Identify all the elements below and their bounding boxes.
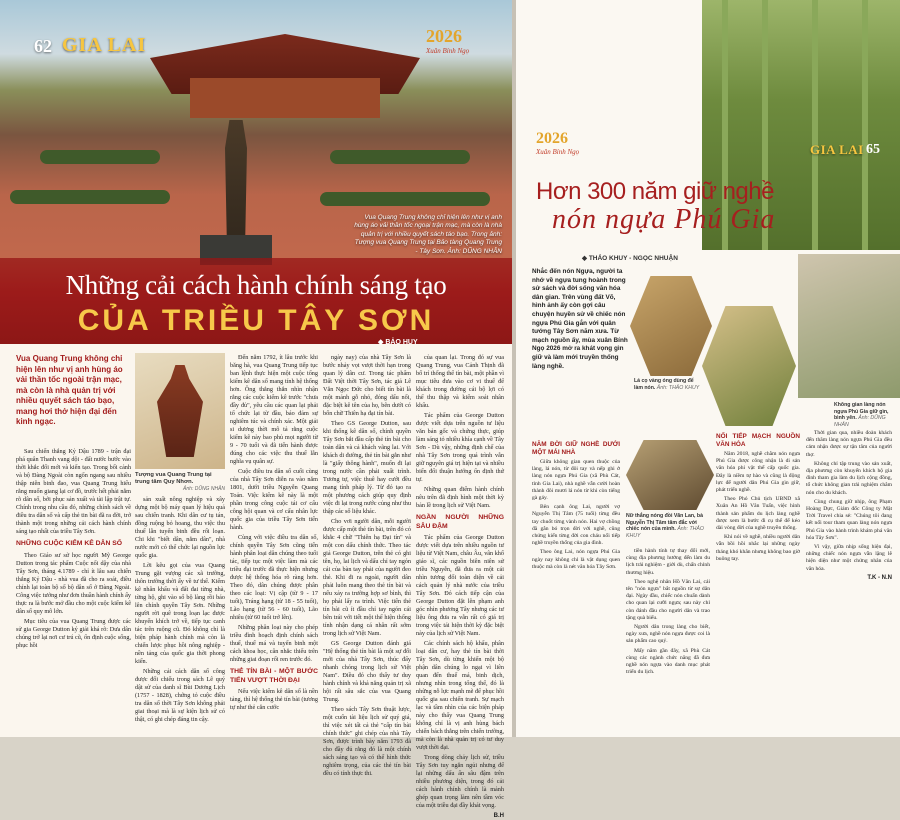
caption-text: Lá cọ vàng óng dùng để làm nón. <box>634 378 694 391</box>
subhead: THẺ TÍN BÀI - MỘT BƯỚC TIẾN VƯỢT THỜI ĐẠI <box>230 668 318 684</box>
paragraph: Lời kêu gọi của vua Quang Trung gặt vượng các xã trường, thôn trường thời ấy về tư thế. Kiểm kê nhân khẩu và đất đai từng nhà, từng hộ, ghi vào sổ bộ làng rồi báo lên chính quyền Tây Sơn. Những người rời quê trong loạn lạc được khuyến khích trở về, tiếp tục canh tác trên ruộng cũ. Đó không chỉ là biện pháp hành chính mà còn là chiến lược phục hồi nông nghiệp - nền tảng của quốc gia thời phong kiến. <box>135 562 225 665</box>
column-4 <box>806 430 892 582</box>
article-title: Những cải cách hành chính sáng tạo <box>65 270 447 300</box>
article-title-highlight: CỦA TRIỀU TÂY SƠN <box>77 304 435 337</box>
paragraph: ngày nay) của nhà Tây Sơn là bước nhảy vọt vượt thời hạn trong quan lý dân cư. Trong tác phẩm Đất Việt thời Tây Sơn, tác giả Lê Văn Ngọc Đức cho biết tín bài là một mảnh gỗ nhỏ, đóng dấu nối, đặc biệt kê tên của họ, bên dưới có bốn chữ Thiên hạ đại tín bài. <box>323 354 411 417</box>
paragraph: của quan lại. Trong đó sự vua Quang Trung, vua Cảnh Thịnh đã bố trí thống thể tín bài, một phần vì mục tiêu đưa vào cơ vi thuế để khách trong đường cái bộ lợi có thể thu thập và kiểm soát nhân khẩu. <box>416 354 504 409</box>
photo-caption <box>626 513 708 539</box>
caption-text: Không gian làng nón ngựa Phú Gia giữ gìn, bình yên. <box>834 402 889 421</box>
byline-text: BẢO HUY <box>385 339 418 346</box>
hedge <box>330 150 470 164</box>
logo-2026 <box>426 26 469 55</box>
paragraph: Các chính sách hộ khẩu, phân loại dân cư, hay thẻ tín bài thời Tây Sơn, dù từng khiến một bộ phận dân chúng lo ngại vì liên quan đến thuế má, binh dịch, nhưng nhìn trong tổng thể, đó là những nỗ lực mạnh mẽ để phục hồi quốc gia sau chiến tranh. Sự mạch lạc và tầm nhìn của các biện pháp này cho thấy vua Quang Trung không chỉ là vị anh hùng bách chiến bách thắng trên chiến trường, mà còn là nhà quản trị có tư duy vượt thời đại. <box>416 640 504 751</box>
article-title: Hơn 300 năm giữ nghề <box>536 178 774 205</box>
article-title-script: nón ngựa Phú Gia <box>552 204 776 235</box>
paragraph: Sau chiến thắng Kỷ Dậu 1789 - trận đại phá quân Thanh vang dội - đất nước bước vào thời khắc đối mới và kiến tạo. Trong bối cảnh và bộ Đàng Ngoài còn ngổn ngang sau nhiều thập niên binh đao, vua Quang Trung hiểu rằng muốn giang lại cơ đồ, trước hết phải nắm rõ dân số, bởi phục sản xuất và tài lập trật tự. Chính trong nhu cầu đó, những chính sách về điều tra dân số và cấp thẻ tin bài đã ra đời, trở thành một trong những cải cách hành chính sáng tạo nhất của triều Tây Sơn. <box>16 448 131 535</box>
column-1 <box>16 448 131 652</box>
logo-2026 <box>536 130 579 156</box>
portrait-credit: Ảnh: DŨNG NHÂN <box>183 486 225 492</box>
paragraph: Người dân trong làng cho biết, ngày xưa, nghề nón ngựa được coi là sản phẩm cao quý. <box>626 624 710 645</box>
paragraph: Cùng chung giữ nhịp, ông Phạm Hoàng Dực, Giám đốc Công ty Mặt Trời Travel chia sẻ: "Chúng tôi đang kết nối tour tham quan làng nón ngựa Phú Gia vào hành trình khám phá văn hóa Tây Sơn". <box>806 498 892 541</box>
article-sapo: Vua Quang Trung không chỉ hiện lên như vị anh hùng áo vải thần tốc ngoài trận mạc, mà còn là nhà quản trị với nhiều quyết sách táo bạo, mang hơi thở hiện đại đến kinh ngạc. <box>16 354 123 426</box>
hedge <box>10 190 170 204</box>
paragraph: Mấy năm gần đây, xã Phù Cát cùng các ngành chức năng đã đưa nghề nón ngựa vào danh mục phát triển du lịch. <box>626 647 710 676</box>
hero-caption: Vua Quang Trung không chỉ hiện lên như vị anh hùng áo vải thần tốc ngoại trận mạc, mà còn là nhà quản trị với nhiều quyết sách táo bạo. Trong ảnh: Tượng vua Quang Trung tại Bảo tàng Quang Trung - Tây Sơn. Ảnh: DŨNG NHÂN <box>354 214 502 255</box>
paragraph: Theo GS George Dutton, sau khi thống kê dân số, chính quyền Tây Sơn bắt đầu cấp thẻ tín bài cho toàn dân và cả khách vãng lai. Với khách di đường, thẻ tín bài gắn như là "giấy thông hành", muốn đi lại trong nước cần phải xuất trình. Tương tự, việc thuê hay cưới đều mang tính pháp lý. Từ đó tạo ra một phương cách giúp quy định việc đi lại trong nước củng như thu thập các số liệu khác. <box>323 420 411 515</box>
paragraph: Những quan điểm hành chính nêu trên đã định hình một thời kỳ bản lề trong lịch sử Việt Nam. <box>416 486 504 509</box>
byline: ◆ THẢO KHUY - NGỌC NHUẬN <box>582 255 678 262</box>
paragraph: tiền hành tính tự thay đổi mới, cùng địa phương hướng đến làm du lịch trải nghiệm - giới dù, chấn chỉnh thương hiệu. <box>626 548 710 576</box>
paragraph: Cho vơi người dân, mỗi người được cấp một thẻ tín bài, trên đó có khắc 4 chữ "Thiên hạ Đại tín" và một con dấu chính thức. Theo tác giả George Dutton, trên thẻ có ghi tên, họ, lai lịch và dấu chỉ tay ngón cái của bàn tay phải của người đeo thẻ. Khi đi ra ngoài, người dân phải luôn mang theo thẻ tín bài và nếu xảy ra trường hợp sơ bình, thì họ phải lấy ra trình. Việc tiến thẻ tín bài cũ ít đầu chỉ tay ngón cái bên trái với tiết một thể hiện thống tính nhận dạng cá nhân rất sớm trong lịch sử Việt Nam. <box>323 518 411 637</box>
artisan-photo <box>626 440 714 510</box>
paragraph: sản xuất nông nghiệp và xây dựng một bộ máy quan lý hiệu quả sau chiến tranh. Khi dân cư tụ tán, đồng ruộng bỏ hoang, thu việc thu thuế lẫn tuyển binh đều rối loạn. Chi khi "biết dân, nắm dân", nhà nước mới có thể chức lại nguồn lực quốc gia. <box>135 496 225 559</box>
paragraph: Theo sách Tây Sơn thuật lược, một cuốn tài liệu lịch sử quý giá, thì việc xét tất cả thẻ "cấp tín bài chính thức" ghi chép của nhà Tây Sơn, được trình bày năm 1793 đã cho đầy đủ rằng đó là một chính sách sáng tạo và có thể hình thức nghiêm trọng, của các thẻ tín bài đều có tính thực thi. <box>323 706 411 777</box>
paragraph: Không chỉ tập trung vào sản xuất, địa phương còn khuyến khích hộ gia đình tham gia làm du lịch cộng đồng, tổ chức không gian trải nghiệm chằm nón cho du khách. <box>806 460 892 496</box>
hero-photo <box>0 0 512 300</box>
subhead: NĂM ĐỜI GIỮ NGHỀ DƯỚI MỘT MÁI NHÀ <box>532 441 620 456</box>
subhead: NGẦN NGƯỜI NHỮNG SÂU ĐẬM <box>416 514 504 530</box>
hat-weaving-photo <box>702 306 796 426</box>
hedge <box>40 150 160 164</box>
portrait-photo <box>135 353 225 469</box>
column-1 <box>532 438 620 573</box>
subhead: NHỮNG CUỘC KIỂM KÊ DÂN SỐ <box>16 540 123 547</box>
paragraph: Vì vậy, giữa nhịp sống hiện đại, những chiếc nón ngựa vẫn lặng lẽ hiện diện như một chứng nhân của văn hóa. <box>806 544 892 572</box>
paragraph: Giữa không gian quen thuộc của làng, lá nón, từ đôi tay và nếp ghi ở làng nón ngựa Phú Gia (xã Phù Cát, tỉnh Gia Lai), nhà nghề vẫn cười hoàn thành đôi mươi lá nón từ khi còn tiếng gà gáy. <box>532 459 620 502</box>
article-sapo: Nhắc đến nón Ngựa, người ta nhớ về ngựa tung hoành trong sử sách và đời sống văn hóa dân gian. Trên vùng đất Võ, hình ảnh ấy còn gợi câu chuyện huyền sử về chiếc nón ngựa Phú Gia gắn với quân tướng Tây Sơn năm xưa. Từ mạch nguồn ấy, mùa xuân Bính Ngọ 2026 mở ra khát vọng gìn giữ và làm mới truyền thống làng nghề. <box>532 268 628 370</box>
portrait-caption-text: Tượng vua Quang Trung tại trung tâm Quy Nhơn. <box>135 472 212 485</box>
column-5 <box>416 354 504 820</box>
caption-text: Nữ thắng nóng đồi Văn Lan, bà Nguyễn Thị Tâm tâm đắc với chiếc nón của mình. <box>626 513 703 532</box>
paragraph: Mục tiêu của vua Quang Trung được các sử gia George Dutton ký giải khá rõ: Dưa dân chúng trở lại nơi cư trú cũ, ổn định cuộc sống, phục hồi <box>16 617 131 649</box>
temple-body <box>190 78 380 118</box>
paragraph: Trong dòng chảy lịch sử, triều Tây Sơn tuy ngắn ngủi nhưng để lại những dấu ấn sâu đậm trên nhiều phương diện, trong đó cải cách hành chính chính là mảnh ghép quan trọng làm nên tầm vóc của một triều đại đầy khát vọng. <box>416 754 504 809</box>
palm-leaf-photo <box>630 276 712 376</box>
paragraph: Đến năm 1792, ít lâu trước khi băng hà, vua Quang Trung tiếp tục ban lệnh thực hiện một cuộc tổng kiểm kê dân số mang tính hệ thống hơn. Ông thẳng thắn nhìn nhận rằng các cuộc kiểm kê trước "chưa đầy đủ", yêu cầu các quan lại phải tổ chức lại từ đầu, báo đảm sự nghiêm túc và chính xác. Một giải si dương thời mô tả rằng cuộc kiểm kê này bao phủ mọi người từ 9 - 70 tuổi và đã tiến hành được đúng cho các việc thu thuế lẫn nghĩa vụ quân sự. <box>230 354 318 465</box>
column-2 <box>626 548 710 678</box>
bamboo-stalk <box>862 0 868 250</box>
caption-credit: Ảnh: THẢO KHUY <box>656 384 700 391</box>
photo-caption <box>834 402 898 428</box>
logo-year: 2026 <box>426 26 462 46</box>
end-mark: T.K - N.N <box>867 574 892 581</box>
right-page <box>516 0 900 737</box>
paragraph: GS George Dutton đánh giá "Hệ thống thẻ tín bài là một sự đối mới của nhà Tây Sơn, thúc đẩy nhanh chóng trong lịch sử Việt Nam". Điều đó cho thấy tư duy hành chính và khả năng quản trị xã hội rất sâu sắc của vua Quang Trung. <box>323 640 411 703</box>
byline-text: THẢO KHUY - NGỌC NHUẬN <box>588 255 678 262</box>
byline: ◆ BẢO HUY <box>378 339 418 346</box>
paragraph: Theo Giáo sư sử học người Mỹ George Dutton trong tác phẩm Cuộc nổi dậy của nhà Tây Sơn, tháng 4.1789 - chỉ ít lâu sau chiến thắng Kỷ Dậu - nhà vua đã cho ra soát, điều chỉnh lại toàn bộ sổ bộ dân số ở Đàng Ngoài. Công việc tưởng như đơn thuần hành chính ấy thực ra là bước mở đầu cho một cuộc kiểm kê dân số quy mô lớn. <box>16 551 131 615</box>
paragraph: Cuộc điều tra dân số cuối cùng của nhà Tây Sơn diễn ra vào năm 1801, dưới triều Nguyễn Quang Toản. Việc kiểm kê này là một phần trong công cuộc tái cơ cấu công hội quan và cơ cấu nhân lực quốc gia của triều Tây Sơn tiến hành. <box>230 468 318 531</box>
logo-year: 2026 <box>536 130 568 147</box>
bamboo-stalk <box>812 0 818 250</box>
portrait-caption <box>135 472 225 493</box>
paragraph: Những cải cách dân số công được đối chiếu trong sách Lê quý dật sử của danh sĩ Bùi Dương Lịch (1757 - 1828), chứng tỏ cuộc điều tra dân số thời Tây Sơn không phải giai thoại mà là sự kiện lịch sử có thật, có ghi chép đáng tin cậy. <box>135 668 225 723</box>
paragraph: Nếu việc kiểm kê dân số là nền tảng, thì hệ thống thẻ tín bài (tương tự như thẻ căn cước <box>230 688 318 711</box>
caption-credit: Ảnh: DŨNG NHÂN <box>834 415 886 428</box>
hedge <box>320 192 490 206</box>
logo-tagline: Xuân Bính Ngọ <box>536 148 580 156</box>
paragraph: Thời gian qua, nhiều đoàn khách đến thăm làng nón ngựa Phú Gia đều cảm nhận được sự tận tâm của người thợ. <box>806 430 892 458</box>
paragraph: Cùng với việc điều tra dân số, chính quyền Tây Sơn cũng tiến hành phân loại dân chúng theo tuổi tác, tiếp tục một việc làm mà các triều đại trước đã thực hiện nhưng được hệ thống hóa rõ ràng hơn. Theo đó, dân chúng được phân theo các loại: Vị cập (từ 9 - 17 tuổi), Tráng hạng (từ 18 - 55 tuổi), Lão hạng (từ 56 - 60 tuổi), Lão nhiêu (từ 60 tuổi trở lên). <box>230 534 318 621</box>
paragraph: Theo ông Lai, nón ngựa Phú Gia ngày nay không chỉ là vật dụng quen thuộc mà còn là nét văn hóa Tây Sơn. <box>532 549 620 570</box>
logo-tagline: Xuân Bính Ngọ <box>426 47 470 55</box>
village-photo <box>798 254 900 398</box>
column-3 <box>230 354 318 714</box>
column-4 <box>323 354 411 780</box>
column-2 <box>135 496 225 726</box>
paragraph: Những phân loại này cho phép triều đình hoạch định chính sách thuế, thuế má và tuyển binh một cách khoa học, cân nhắc thiếu trên những giai đoạn rối ren trước đó. <box>230 624 318 663</box>
paragraph: Theo Phó Chủ tịch UBND xã Xuân An Hồ Văn Tuấn, việc hình thành sản phẩm du lịch làng nghề được xem là bước đi cụ thể để kéo dài vòng đời của nghề truyền thống. <box>716 496 800 532</box>
paragraph: Khi nói về nghề, nhiều người dân vẫn bồi hồi nhắc lại những ngày tháng khó khăn nhưng không bao giờ buông tay. <box>716 534 800 562</box>
paragraph: Tác phẩm của George Dutton được viết dựa trên nguồn tư liệu văn bản gốc và chứng thực, giúp làm sáng tỏ nhiều khía cạnh về Tây Sơn - Dù vậy, những định chế của nhà Tây Sơn trong quá trình vẫn giữ nguyên giá trị hiện tại và nhiều biến đổi thuận hướng ổn định thứ tự. <box>416 412 504 483</box>
paragraph: Tác phẩm của George Dutton được viết dựa trên nhiều nguồn tư liệu từ Việt Nam, châu Âu, vân khố giáo sĩ, các nguồn biên niên sử triều Nguyễn, đã đưa ra một cái nhìn tương đối toàn diện về cải cách quản lý nhà nước của triều Tây Sơn. Đó cách tiếp cận của George Dutton đặt lên phạm anh góc nhìn phương Tây nhưng các tư liệu ông đưa ra vẫn rất có giá trị trong việc tái hiện thời kỳ đặc biệt này của lịch sử Việt Nam. <box>416 534 504 637</box>
photo-caption <box>634 378 704 391</box>
paragraph: Năm 2018, nghề chằm nón ngựa Phú Gia được công nhận là di sản văn hóa phi vật thể cấp quốc gia. Đây là niềm tự hào và cũng là động lực để người dân Phú Gia gìn giữ, phát triển nghề. <box>716 451 800 494</box>
section-title: GIA LAI <box>62 34 147 56</box>
page-number: 62 <box>34 36 52 56</box>
page-number: 65 <box>866 142 880 157</box>
caption-credit: Ảnh: THẢO KHUY <box>626 526 704 539</box>
end-mark: B.H <box>493 813 504 819</box>
paragraph: Bên cạnh ông Lai, người vợ Nguyễn Thị Tâm (75 tuổi) từng đều tay chuốt từng vành nón. Hai vợ chồng đã gắn bó trọn đời với nghề, cũng chứng kiến từng đời con cháu nối tiếp nghề truyền thống của gia đình. <box>532 504 620 547</box>
subhead: NỐI TIẾP MẠCH NGUỒN VĂN HÓA <box>716 433 800 448</box>
column-3 <box>716 430 800 565</box>
section-title: GIA LAI <box>810 142 864 157</box>
paragraph: Theo nghệ nhân Hồ Văn Lai, cái tên "nón ngựa" bắt nguồn từ sự dân đại. Ngày đầu, chiếc nón chuẩn dành cho quan lại cưỡi ngựa; sau này chỉ còn đánh đầu cho người dân và trao tặng quà biếu. <box>626 578 710 621</box>
